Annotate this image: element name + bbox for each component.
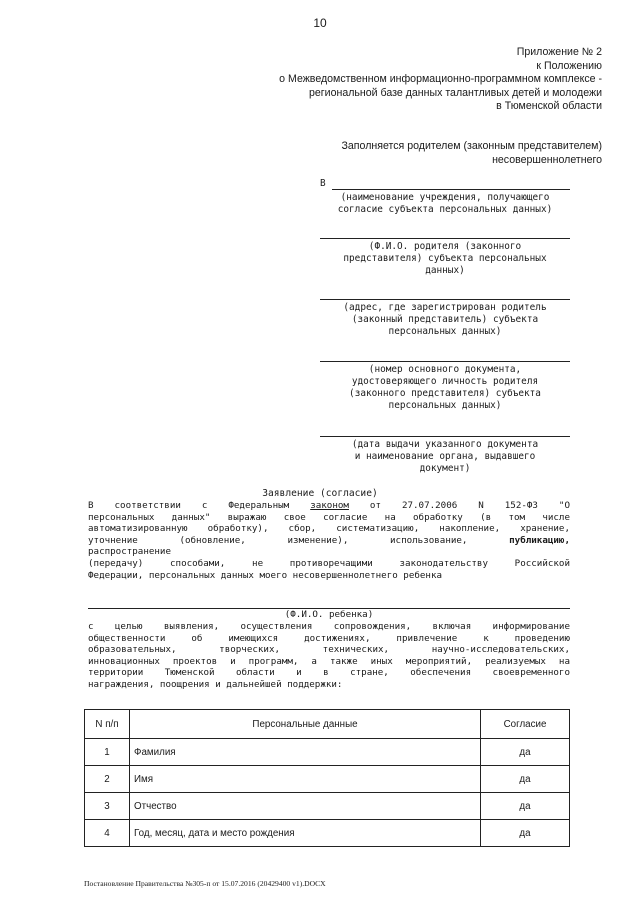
- page-number: 10: [313, 16, 327, 30]
- parent-name-caption: (Ф.И.О. родителя (законного представителя) субъекта персональных данных): [343, 241, 547, 276]
- row-consent[interactable]: да: [481, 766, 570, 793]
- table-row: [85, 739, 570, 766]
- table-row: [85, 820, 570, 847]
- table-header-row: [85, 710, 570, 739]
- purpose-line: награждения, поощрения и дальнейшей поддержки:: [88, 678, 343, 690]
- parent-name-input-line[interactable]: [320, 228, 570, 239]
- consent-line: автоматизированную обработку), сбор, систематизацию, накопление, хранение,: [88, 523, 570, 535]
- parent-address-caption: (адрес, где зарегистрирован родитель (законный представитель) субъекта персональных данных): [343, 302, 547, 337]
- statement-title: Заявление (согласие): [262, 488, 378, 499]
- consent-line: персональных данных" выражаю свое согласие на обработку (в том числе: [88, 511, 570, 523]
- recipient-caption: (наименование учреждения, получающего согласие субъекта персональных данных): [337, 192, 553, 215]
- document-issue-field: [320, 426, 570, 475]
- appendix-line: региональной базе данных талантливых детей и молодежи: [309, 86, 602, 99]
- consent-line: Федерации, персональных данных моего несовершеннолетнего ребенка: [88, 569, 443, 581]
- appendix-line: в Тюменской области: [496, 100, 602, 113]
- consent-line: [88, 535, 570, 547]
- row-number: 2: [85, 766, 130, 793]
- row-number: 1: [85, 739, 130, 766]
- parent-address-field: [320, 289, 570, 338]
- fill-note-line: Заполняется родителем (законным представителем): [341, 140, 602, 152]
- row-number: 3: [85, 793, 130, 820]
- child-name-caption: (Ф.И.О. ребенка): [284, 609, 374, 620]
- fill-note: [342, 139, 602, 167]
- document-issue-caption: (дата выдачи указанного документа и наименование органа, выдавшего документ): [351, 439, 539, 474]
- publication-word: публикацию,: [509, 534, 570, 546]
- recipient-input-line[interactable]: [332, 178, 570, 190]
- law-link[interactable]: законом: [310, 500, 349, 511]
- parent-document-field: [320, 351, 570, 412]
- consent-line: [88, 500, 570, 512]
- row-personal-data: Год, месяц, дата и место рождения: [130, 820, 481, 847]
- appendix-line: Приложение № 2: [516, 46, 602, 58]
- parent-document-input-line[interactable]: [320, 351, 570, 362]
- table-row: [85, 766, 570, 793]
- consent-line: (передачу) способами, не противоречащими законодательству Российской: [88, 557, 570, 569]
- row-consent[interactable]: да: [481, 820, 570, 847]
- row-personal-data: Фамилия: [130, 739, 481, 766]
- purpose-line: общественности об имеющихся достижениях, привлечение к проведению: [88, 632, 570, 644]
- header-consent: Согласие: [481, 710, 570, 739]
- parent-address-input-line[interactable]: [320, 289, 570, 300]
- purpose-line: инновационных проектов и программ, а также иных мероприятий, реализуемых на: [88, 655, 570, 667]
- header-personal-data: Персональные данные: [130, 710, 481, 739]
- purpose-paragraph: [88, 621, 570, 691]
- appendix-line: к Положению: [536, 59, 602, 72]
- fill-note-line: несовершеннолетнего: [492, 154, 602, 166]
- recipient-prefix: В: [320, 178, 326, 189]
- appendix-line: о Межведомственном информационно-программном комплексе -: [279, 73, 602, 86]
- recipient-field: [320, 178, 570, 216]
- purpose-line: с целью выявления, осуществления сопровождения, включая информирование: [88, 621, 570, 632]
- table-row: [85, 793, 570, 820]
- document-issue-input-line[interactable]: [320, 426, 570, 437]
- consent-text: уточнение (обновление, изменение), использование,: [88, 534, 510, 546]
- row-consent[interactable]: да: [481, 739, 570, 766]
- consent-line: распространение: [88, 546, 171, 558]
- consent-paragraph: [88, 500, 570, 581]
- row-personal-data: Имя: [130, 766, 481, 793]
- parent-document-caption: (номер основного документа, удостоверяющего личность родителя (законного представителя) субъекта персональных данных): [349, 364, 541, 411]
- personal-data-table: [84, 709, 570, 847]
- row-consent[interactable]: да: [481, 793, 570, 820]
- consent-text: В соответствии с Федеральным: [88, 500, 311, 511]
- header-number: N п/п: [85, 710, 130, 739]
- row-number: 4: [85, 820, 130, 847]
- appendix-heading: [279, 46, 602, 114]
- consent-text: от 27.07.2006 N 152-ФЗ "О: [348, 500, 570, 511]
- row-personal-data: Отчество: [130, 793, 481, 820]
- purpose-line: территории Тюменской области и в стране, обеспечения своевременного: [88, 667, 570, 679]
- parent-name-field: [320, 228, 570, 277]
- purpose-line: образовательных, творческих, технических, научно-исследовательских,: [88, 644, 570, 656]
- document-footer: Постановление Правительства №305-п от 15.07.2016 (20429400 v1).DOCX: [84, 879, 326, 888]
